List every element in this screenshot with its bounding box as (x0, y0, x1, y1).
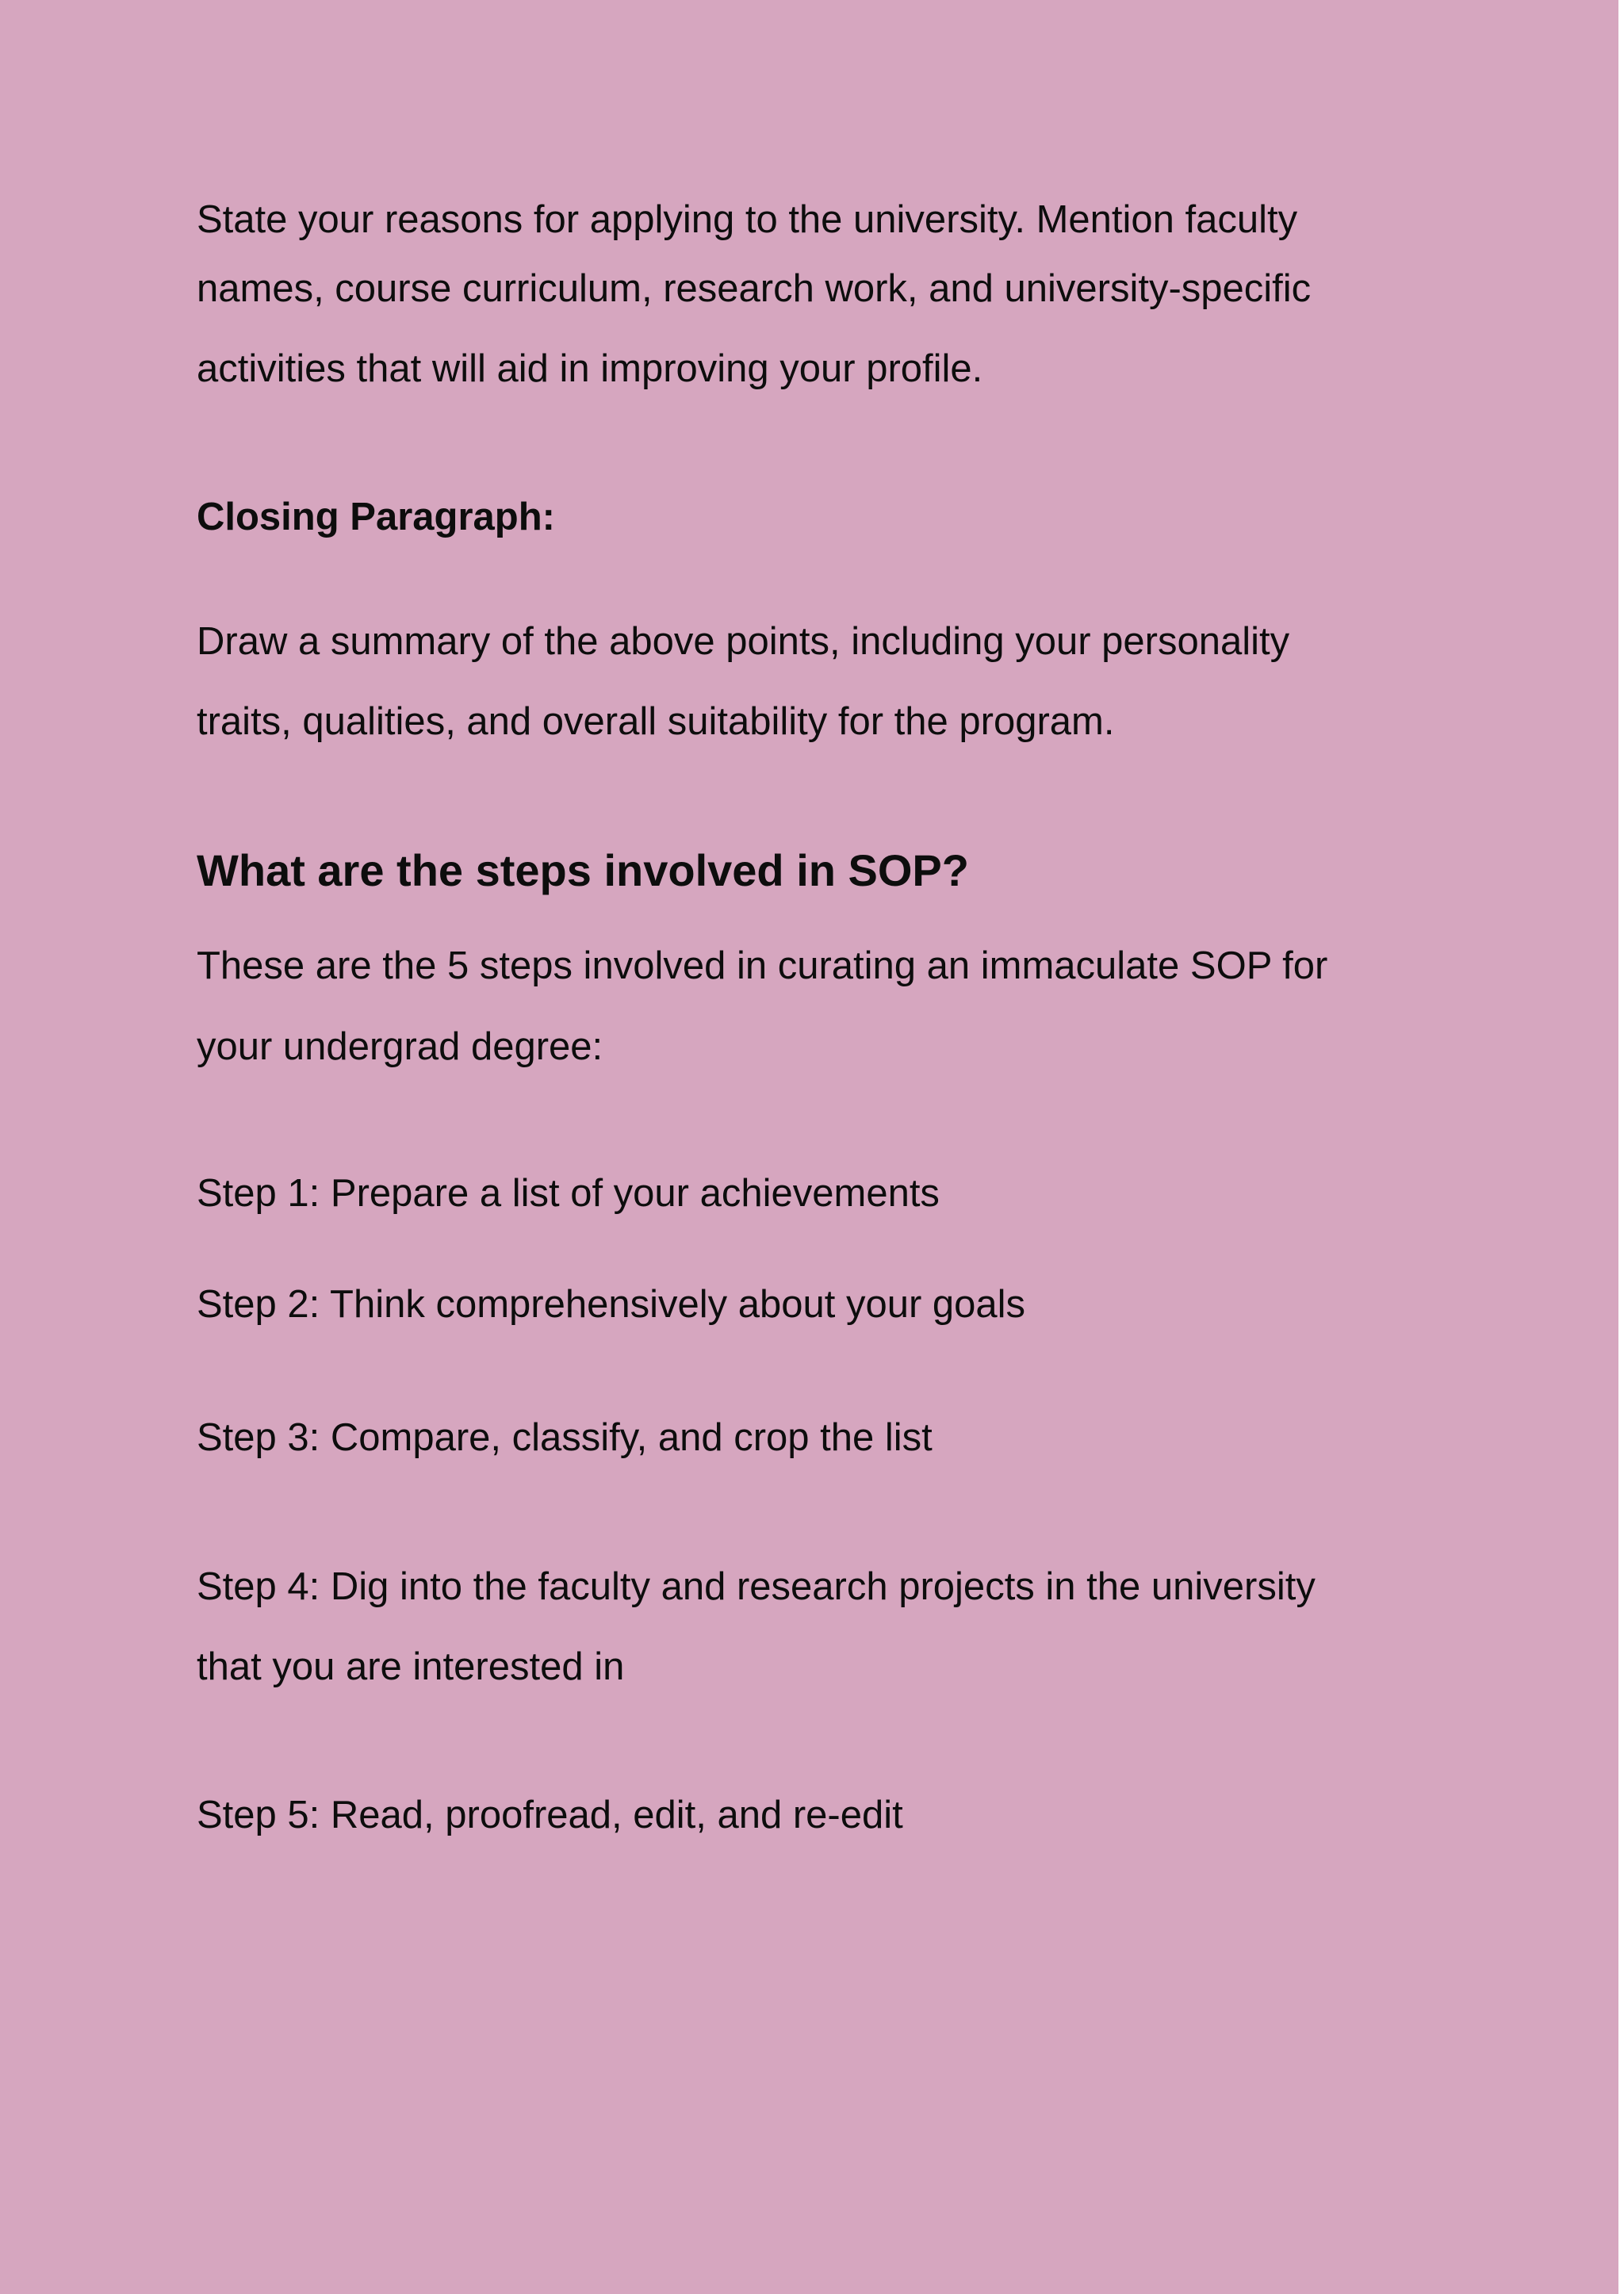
section-intro-line-2: your undergrad degree: (197, 1025, 603, 1068)
intro-paragraph-line-2: names, course curriculum, research work, and university-specific (197, 267, 1312, 310)
step-2: Step 2: Think comprehensively about your goals (197, 1283, 1026, 1326)
intro-paragraph-line-3: activities that will aid in improving your profile. (197, 347, 983, 390)
closing-paragraph-line-1: Draw a summary of the above points, including your personality (197, 620, 1290, 663)
step-5: Step 5: Read, proofread, edit, and re-edit (197, 1794, 903, 1836)
intro-paragraph-line-1: State your reasons for applying to the university. Mention faculty (197, 198, 1298, 241)
section-heading: What are the steps involved in SOP? (197, 845, 969, 895)
closing-paragraph-heading: Closing Paragraph: (197, 496, 555, 538)
step-4-line-2: that you are interested in (197, 1645, 625, 1688)
step-1: Step 1: Prepare a list of your achievements (197, 1172, 940, 1215)
step-4-line-1: Step 4: Dig into the faculty and research projects in the university (197, 1565, 1316, 1608)
page-edge (1618, 0, 1624, 2294)
closing-paragraph-line-2: traits, qualities, and overall suitability for the program. (197, 700, 1115, 743)
section-intro-line-1: These are the 5 steps involved in curating an immaculate SOP for (197, 944, 1328, 987)
step-3: Step 3: Compare, classify, and crop the list (197, 1416, 933, 1459)
